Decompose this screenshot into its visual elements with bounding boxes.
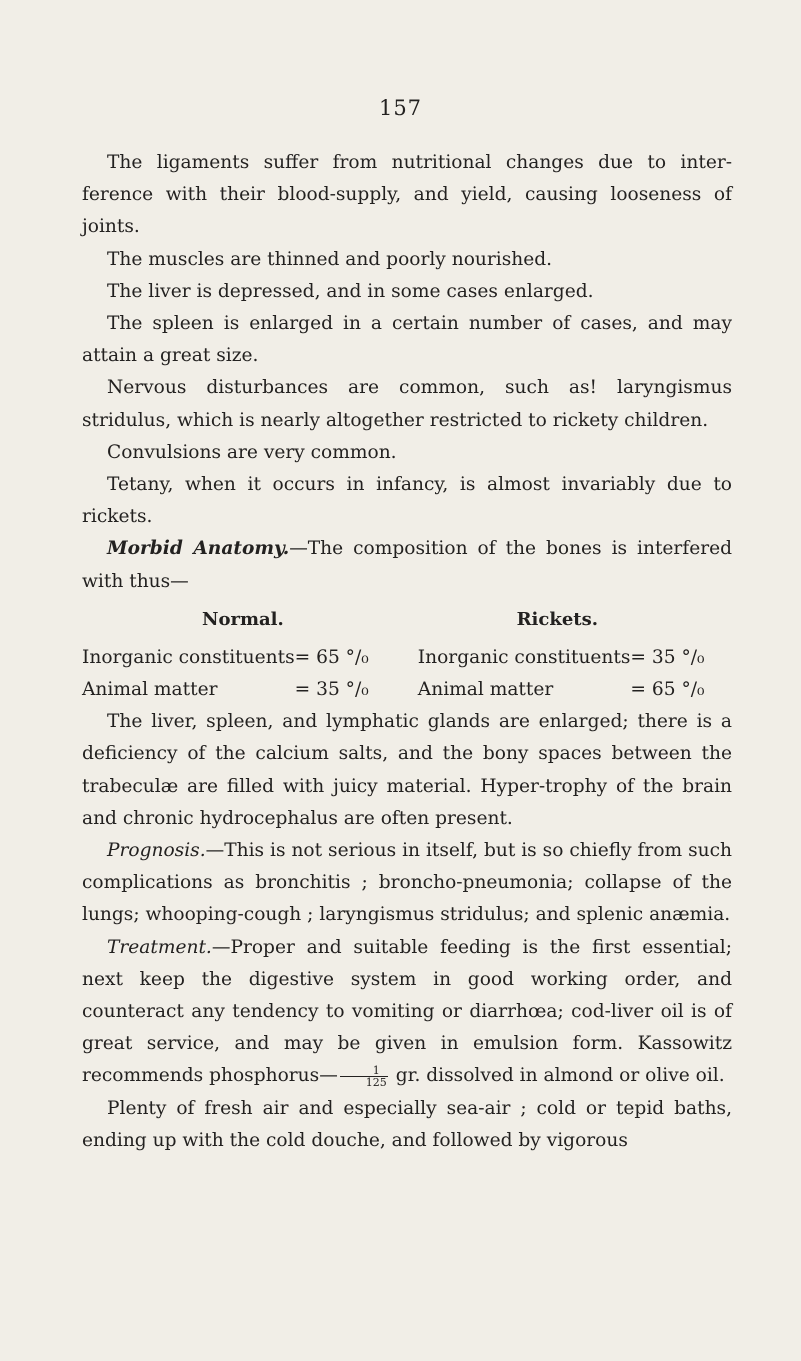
table-row <box>82 642 732 674</box>
paragraph-treatment <box>82 932 732 1093</box>
dose-numerator: 1 <box>340 1065 388 1077</box>
paragraph-muscles: The muscles are thinned and poorly nourished. <box>107 248 553 270</box>
normal-label: Animal matter <box>82 679 218 701</box>
paragraph-liver: The liver is depressed, and in some cases enlarged. <box>107 280 594 302</box>
treatment-label: Treatment. <box>107 936 212 958</box>
paragraph-ligaments: The ligaments suffer from nutritional changes due to inter-ference with their blood-supply, and yield, causing looseness of joints. <box>82 152 732 238</box>
normal-value: = 65 °/₀ <box>294 646 369 668</box>
paragraph-enlarged-glands: The liver, spleen, and lymphatic glands are enlarged; there is a deficiency of the calcium salts, and the bony spaces between the trabeculæ are filled with juicy material. Hyper-trophy of the brain and chronic hydrocephalus are often present. <box>82 711 732 829</box>
dose-denominator: 125 <box>365 1075 387 1089</box>
composition-table <box>82 642 732 706</box>
body-text <box>82 147 732 1157</box>
dose-fraction <box>340 1065 388 1088</box>
morbid-anatomy-label: Morbid Anatomy. <box>107 538 290 560</box>
page-number: 157 <box>378 96 423 120</box>
rickets-value: = 65 °/₀ <box>630 679 705 701</box>
paragraph-fresh-air: Plenty of fresh air and especially sea-air ; cold or tepid baths, ending up with the cold douche, and followed by vigorous <box>82 1097 732 1151</box>
rickets-label: Animal matter <box>417 679 554 701</box>
table-row <box>82 674 732 706</box>
normal-label: Inorganic constituents <box>82 646 295 668</box>
treatment-text: —Proper and suitable feeding is the first essential; next keep the digestive system in good working order, and counteract any tendency to vomiting or diarrhœa; cod-liver oil is of great service, and may be given in emulsion form. Kassowitz recommends phosphorus— <box>82 936 732 1087</box>
prognosis-label: Prognosis. <box>107 840 206 862</box>
heading-normal: Normal. <box>202 608 284 630</box>
comparison-headings <box>82 598 732 642</box>
paragraph-convulsions: Convulsions are very common. <box>107 441 397 463</box>
rickets-value: = 35 °/₀ <box>630 646 705 668</box>
paragraph-spleen: The spleen is enlarged in a certain number of cases, and may attain a great size. <box>82 313 732 367</box>
paragraph-nervous: Nervous disturbances are common, such as! laryngismus stridulus, which is nearly altogether restricted to rickety children. <box>82 377 732 431</box>
prognosis-text: —This is not serious in itself, but is so chiefly from such complications as bronchitis ; broncho-pneumonia; collapse of the lungs; whooping-cough ; laryngismus stridulus; and splenic anæmia. <box>82 840 732 926</box>
heading-rickets: Rickets. <box>516 608 598 630</box>
treatment-text-end: gr. dissolved in almond or olive oil. <box>389 1065 725 1087</box>
normal-value: = 35 °/₀ <box>294 679 369 701</box>
rickets-label: Inorganic constituents <box>417 646 631 668</box>
paragraph-morbid-anatomy <box>82 533 732 597</box>
paragraph-tetany: Tetany, when it occurs in infancy, is almost invariably due to rickets. <box>82 474 732 528</box>
paragraph-prognosis <box>82 835 732 932</box>
morbid-anatomy-text: —The composition of the bones is interfered with thus— <box>82 538 732 592</box>
